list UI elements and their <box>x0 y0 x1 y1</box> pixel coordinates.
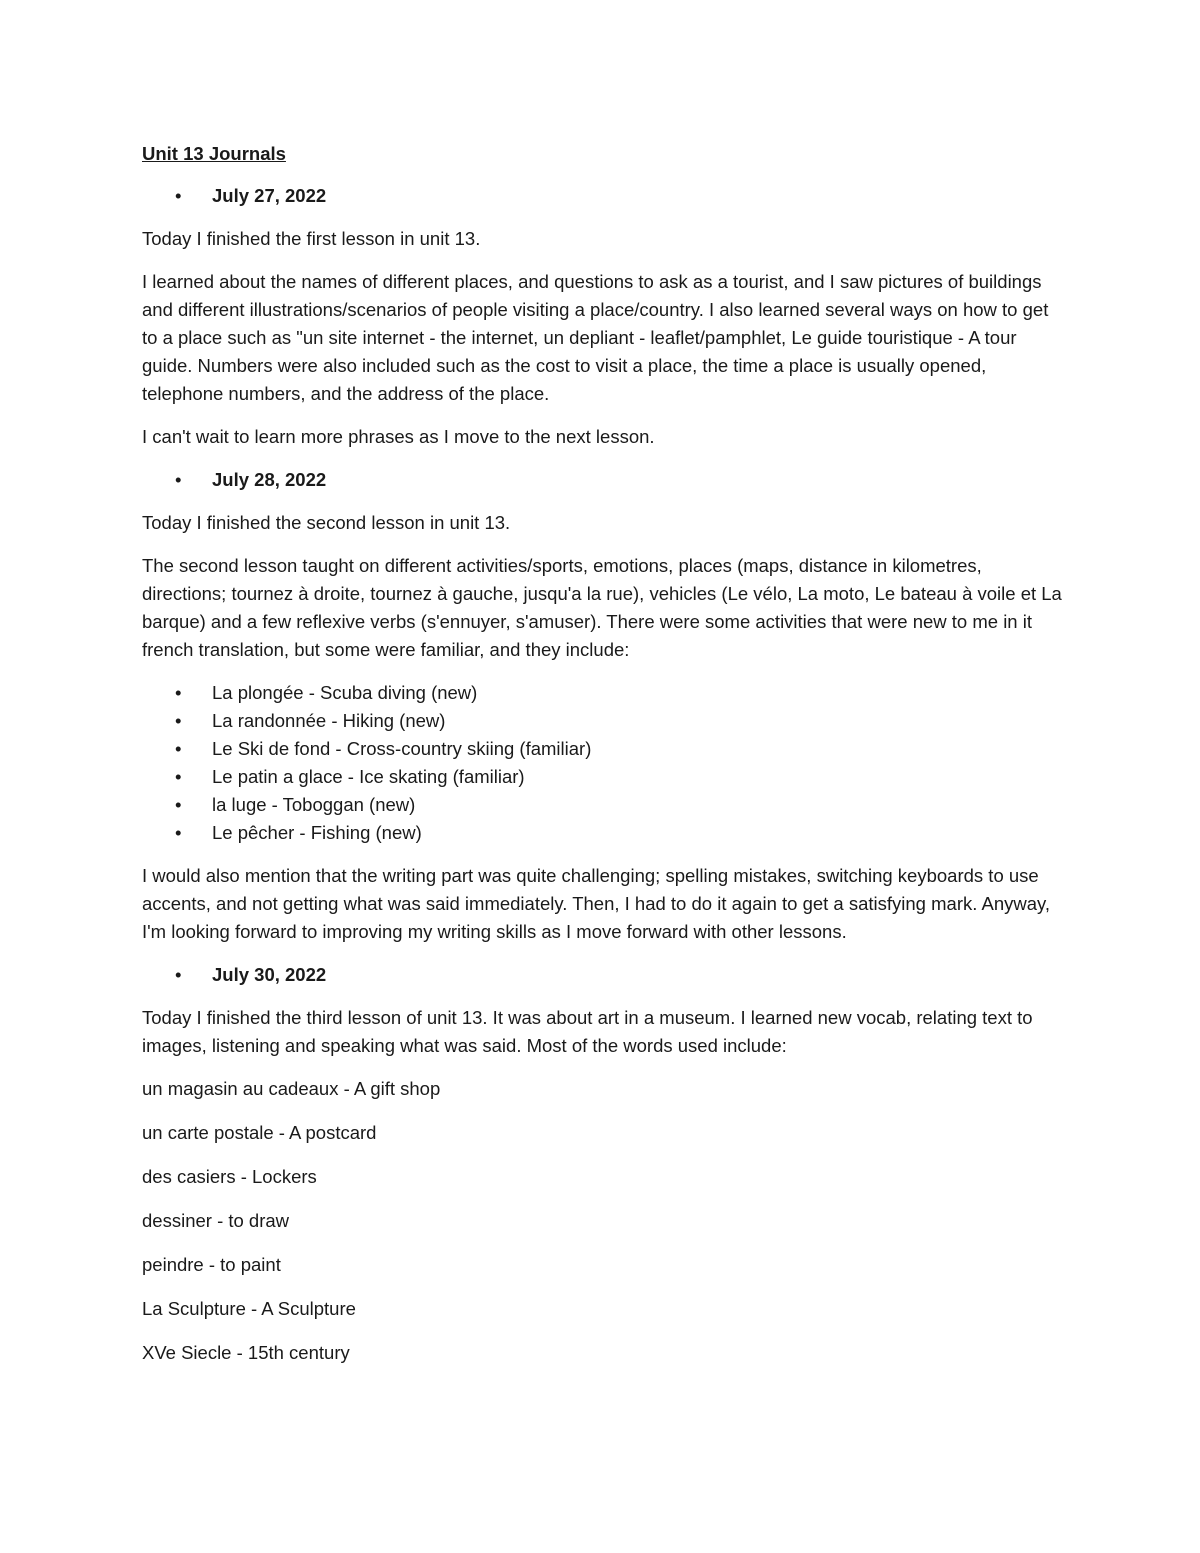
list-item-text: Le patin a glace - Ice skating (familiar) <box>212 766 525 787</box>
list-item <box>142 791 1062 819</box>
list-item <box>142 679 1062 707</box>
entry-date-text: July 28, 2022 <box>212 469 327 490</box>
vocab-line: des casiers - Lockers <box>142 1166 317 1187</box>
bullet-icon: • <box>175 185 182 206</box>
list-item-text: La randonnée - Hiking (new) <box>212 710 446 731</box>
bullet-icon: • <box>175 710 182 731</box>
list-item-text: Le Ski de fond - Cross-country skiing (familiar) <box>212 738 592 759</box>
vocab-line: XVe Siecle - 15th century <box>142 1342 350 1363</box>
entry-date-text: July 27, 2022 <box>212 185 327 206</box>
bullet-icon: • <box>175 738 182 759</box>
paragraph: I can't wait to learn more phrases as I move to the next lesson. <box>142 426 655 447</box>
bullet-icon: • <box>175 822 182 843</box>
document-page <box>142 140 1062 1383</box>
list-item <box>142 819 1062 847</box>
bullet-icon: • <box>175 794 182 815</box>
paragraph: I would also mention that the writing part was quite challenging; spelling mistakes, switching keyboards to use accents, and not getting what was said immediately. Then, I had to do it again to get a satisfying mark. Anyway, I'm looking forward to improving my writing skills as I move forward with other lessons. <box>142 865 1051 942</box>
vocab-line: un magasin au cadeaux - A gift shop <box>142 1078 441 1099</box>
list-item-text: La plongée - Scuba diving (new) <box>212 682 478 703</box>
bullet-icon: • <box>175 964 182 985</box>
bullet-icon: • <box>175 766 182 787</box>
list-item <box>142 735 1062 763</box>
vocab-line: La Sculpture - A Sculpture <box>142 1298 356 1319</box>
list-item <box>142 763 1062 791</box>
list-item-text: la luge - Toboggan (new) <box>212 794 416 815</box>
entry-date <box>142 182 1062 210</box>
entry-date <box>142 466 1062 494</box>
entry-date <box>142 961 1062 989</box>
paragraph: Today I finished the second lesson in unit 13. <box>142 512 511 533</box>
document-title: Unit 13 Journals <box>142 143 286 164</box>
paragraph: The second lesson taught on different activities/sports, emotions, places (maps, distance in kilometres, directions; tournez à droite, tournez à gauche, jusqu'a la rue), vehicles (Le vélo, La moto, Le bateau à voile et La barque) and a few reflexive verbs (s'ennuyer, s'amuser). There were some activities that were new to me in it french translation, but some were familiar, and they include: <box>142 555 1062 660</box>
vocab-line: dessiner - to draw <box>142 1210 290 1231</box>
vocab-line: peindre - to paint <box>142 1254 281 1275</box>
bullet-icon: • <box>175 682 182 703</box>
activities-list <box>142 679 1062 847</box>
list-item <box>142 707 1062 735</box>
list-item-text: Le pêcher - Fishing (new) <box>212 822 422 843</box>
paragraph: I learned about the names of different places, and questions to ask as a tourist, and I saw pictures of buildings and different illustrations/scenarios of people visiting a place/country. I also learned several ways on how to get to a place such as "un site internet - the internet, un depliant - leaflet/pamphlet, Le guide touristique - A tour guide. Numbers were also included such as the cost to visit a place, the time a place is usually opened, telephone numbers, and the address of the place. <box>142 271 1049 404</box>
paragraph: Today I finished the third lesson of unit 13. It was about art in a museum. I learned new vocab, relating text to images, listening and speaking what was said. Most of the words used include: <box>142 1007 1033 1056</box>
bullet-icon: • <box>175 469 182 490</box>
paragraph: Today I finished the first lesson in unit 13. <box>142 228 481 249</box>
vocab-line: un carte postale - A postcard <box>142 1122 377 1143</box>
entry-date-text: July 30, 2022 <box>212 964 327 985</box>
